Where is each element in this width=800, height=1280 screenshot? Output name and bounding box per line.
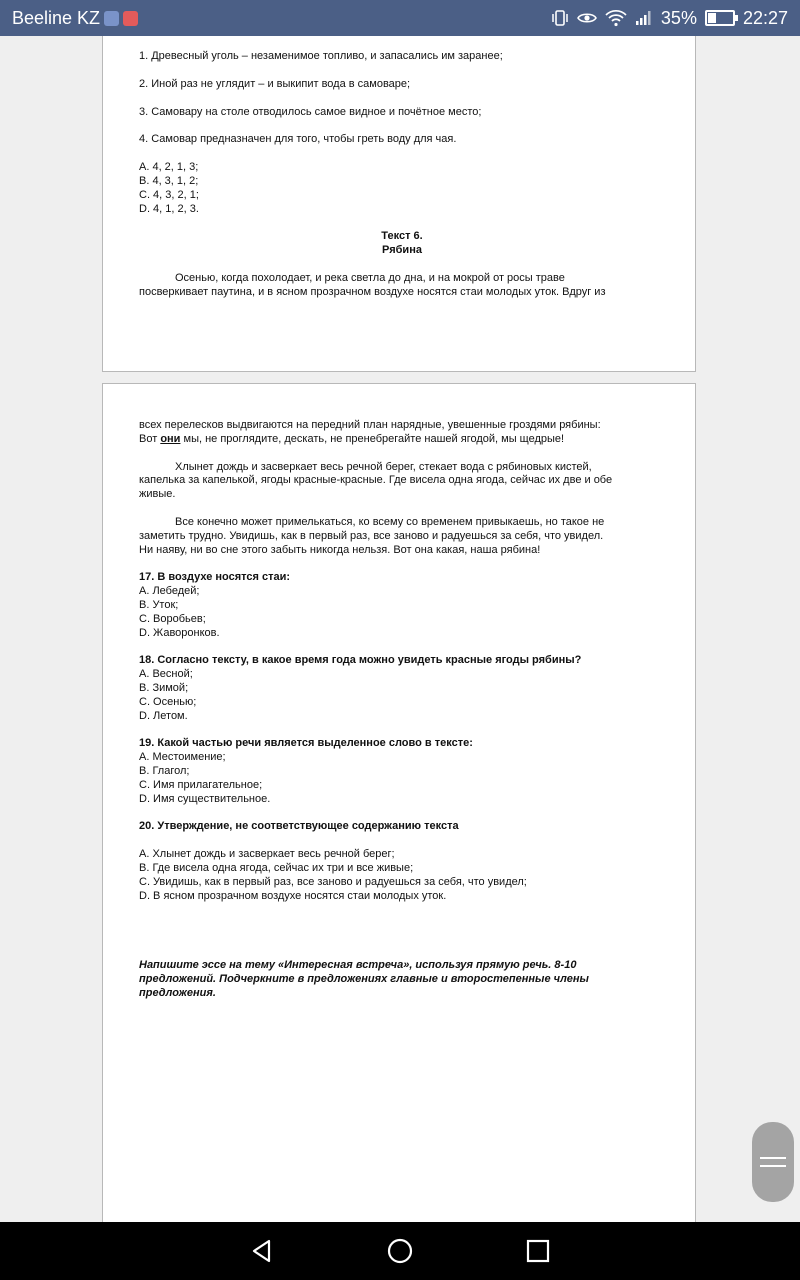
highlighted-word: они [160, 432, 181, 445]
fast-scroll-handle[interactable] [752, 1122, 794, 1202]
paragraph-line: живые. [139, 488, 176, 501]
answer-option: A. Местоимение; [139, 751, 226, 764]
text-fragment: мы, не проглядите, дескать, не пренебрегайте нашей ягодой, мы щедрые! [180, 432, 565, 445]
battery-icon [705, 10, 735, 26]
answer-option: D. В ясном прозрачном воздухе носятся стаи молодых уток. [139, 889, 447, 902]
battery-percent: 35% [660, 7, 697, 28]
answer-option: C. 4, 3, 2, 1; [139, 188, 199, 201]
vibrate-icon [551, 9, 569, 27]
grip-line [760, 1157, 786, 1159]
question-19: 19. Какой частью речи является выделенное слово в тексте: [139, 737, 473, 750]
home-button[interactable] [380, 1231, 420, 1271]
answer-option: A. 4, 2, 1, 3; [139, 161, 199, 174]
back-icon [249, 1238, 275, 1264]
essay-task: предложения. [139, 986, 216, 999]
list-item: 1. Древесный уголь – незаменимое топливо, и запасались им заранее; [139, 50, 503, 62]
essay-task: предложений. Подчеркните в предложениях главные и второстепенные члены [139, 973, 589, 986]
navigation-bar [0, 1222, 800, 1280]
paragraph-line: капелька за капелькой, ягоды красные-красные. Где висела одна ягода, сейчас их две и обе [139, 474, 613, 487]
answer-option: D. Имя существительное. [139, 792, 271, 805]
list-item: 2. Иной раз не углядит – и выкипит вода в самоваре; [139, 77, 411, 90]
vk-icon [104, 11, 119, 26]
signal-icon [635, 10, 653, 26]
clock: 22:27 [742, 7, 788, 28]
answer-option: A. Лебедей; [139, 585, 200, 598]
list-item: 4. Самовар предназначен для того, чтобы греть воду для чая. [139, 133, 457, 146]
document-page-2 [102, 383, 696, 1222]
answer-option: A. Весной; [139, 668, 193, 681]
paragraph-line: Ни наяву, ни во сне этого забыть никогда нельзя. Вот она какая, наша рябина! [139, 543, 541, 556]
paragraph-line: Все конечно может примелькаться, ко всему со временем привыкаешь, но такое не [175, 515, 605, 528]
mail-icon [123, 11, 138, 26]
essay-task: Напишите эссе на тему «Интересная встреча», используя прямую речь. 8-10 [139, 959, 577, 972]
answer-option: C. Имя прилагательное; [139, 778, 263, 791]
answer-option: D. Жаворонков. [139, 626, 220, 639]
paragraph-line: Осенью, когда похолодает, и река светла до дна, и на мокрой от росы траве [175, 271, 565, 284]
answer-option: B. Где висела одна ягода, сейчас их три и все живые; [139, 861, 414, 874]
recents-icon [526, 1239, 550, 1263]
recents-button[interactable] [518, 1231, 558, 1271]
paragraph-line: всех перелесков выдвигаются на передний план нарядные, увешенные гроздями рябины: [139, 419, 601, 431]
answer-option: C. Воробьев; [139, 612, 206, 625]
answer-option: C. Увидишь, как в первый раз, все заново и радуешься за себя, что увидел; [139, 875, 527, 888]
answer-option: C. Осенью; [139, 695, 197, 708]
answer-option: D. Летом. [139, 709, 188, 722]
eye-icon [577, 10, 597, 26]
question-20: 20. Утверждение, не соответствующее содержанию текста [139, 820, 459, 833]
answer-option: B. Зимой; [139, 681, 189, 694]
paragraph-line [139, 433, 665, 447]
text-subtitle: Рябина [382, 244, 422, 257]
status-bar [0, 0, 800, 36]
question-18: 18. Согласно тексту, в какое время года можно увидеть красные ягоды рябины? [139, 654, 582, 667]
home-icon [386, 1237, 414, 1265]
question-17: 17. В воздухе носятся стаи: [139, 571, 291, 584]
grip-line [760, 1165, 786, 1167]
answer-option: B. Уток; [139, 598, 179, 611]
paragraph-line: Хлынет дождь и засверкает весь речной берег, стекает вода с рябиновых кистей, [175, 460, 592, 473]
list-item: 3. Самовару на столе отводилось самое видное и почётное место; [139, 105, 482, 118]
carrier-name: Beeline KZ [12, 7, 101, 28]
document-viewer[interactable] [0, 36, 800, 1222]
wifi-icon [605, 9, 627, 27]
battery-level-fill [708, 13, 716, 23]
text-fragment: Вот [139, 432, 161, 445]
paragraph-line: посверкивает паутина, и в ясном прозрачном воздухе носятся стаи молодых уток. Вдруг из [139, 285, 606, 298]
answer-option: D. 4, 1, 2, 3. [139, 202, 199, 215]
document-page-1 [102, 36, 696, 372]
back-button[interactable] [242, 1231, 282, 1271]
text-title: Текст 6. [381, 230, 423, 243]
answer-option: B. Глагол; [139, 764, 190, 777]
paragraph-line: заметить трудно. Увидишь, как в первый раз, все заново и радуешься за себя, что увидел. [139, 529, 604, 542]
answer-option: B. 4, 3, 1, 2; [139, 174, 199, 187]
answer-option: A. Хлынет дождь и засверкает весь речной берег; [139, 848, 395, 861]
